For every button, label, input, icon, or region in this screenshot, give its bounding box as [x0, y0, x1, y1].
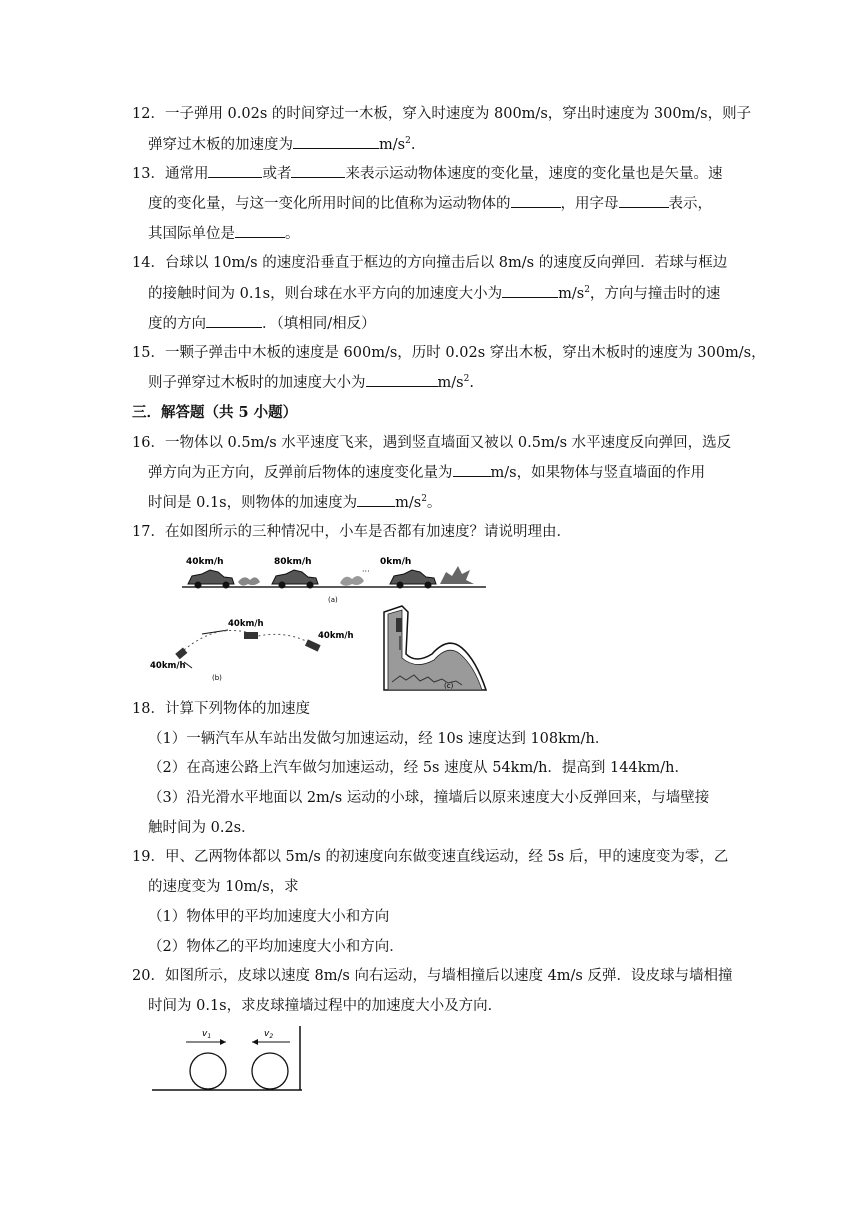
car-icon: [305, 639, 321, 651]
speed-label-b2: 40km/h: [318, 631, 354, 641]
q14-line3: 度的方向 ．（填相同/相反）: [148, 313, 376, 334]
answer-blank[interactable]: [619, 193, 669, 208]
velocity-label-v2: $v_2$: [264, 1029, 274, 1040]
dust-icon: [340, 576, 364, 586]
caption-a: (a): [328, 596, 338, 604]
answer-blank[interactable]: [502, 283, 558, 298]
q19-line3: （1）物体甲的平均加速度大小和方向: [148, 909, 390, 925]
answer-blank[interactable]: [511, 193, 561, 208]
arrow-left-icon: [252, 1039, 258, 1045]
q15-line1: 15．一颗子弹击中木板的速度是 600m/s，历时 0.02s 穿出木板，穿出木板时的速度为 300m/s，: [132, 345, 766, 361]
q17-figure: [140, 550, 490, 696]
ball-after: [252, 1053, 288, 1089]
car-icon: [188, 570, 234, 589]
q18-line4: （3）沿光滑水平地面以 2m/s 运动的小球，撞墙后以原来速度大小反弹回来，与墙壁接: [148, 790, 710, 806]
speed-label-b1: 40km/h: [228, 619, 264, 629]
arrow-right-icon: [220, 1039, 226, 1045]
velocity-label-v1: $v_1$: [202, 1029, 212, 1040]
q13-line1: 13．通常用 或者 来表示运动物体速度的变化量，速度的变化量也是矢量。速: [132, 163, 722, 184]
answer-blank[interactable]: [357, 492, 395, 507]
car-icon: [272, 570, 318, 589]
car-icon: [390, 570, 436, 589]
caption-b: (b): [212, 674, 222, 682]
answer-blank[interactable]: [206, 313, 262, 328]
crash-icon: [440, 566, 474, 584]
q17-line1: 17．在如图所示的三种情况中，小车是否都有加速度？请说明理由．: [132, 524, 571, 540]
q12-line1: 12．一子弹用 0.02s 的时间穿过一木板，穿入时速度为 800m/s，穿出时速度为 300m/s，则子: [132, 106, 752, 122]
speed-label-b3: 40km/h: [150, 661, 186, 671]
speed-label-a3: 0km/h: [380, 557, 412, 567]
q14-line2: 的接触时间为 0.1s，则台球在水平方向的加速度大小为 $m/s^2$，方向与撞击时的速: [148, 285, 721, 302]
answer-blank[interactable]: [366, 372, 438, 387]
answer-blank[interactable]: [291, 163, 345, 178]
q19-line4: （2）物体乙的平均加速度大小和方向．: [148, 939, 404, 955]
q16-line3: 时间是 0.1s，则物体的加速度为 $m/s^2$。: [148, 494, 442, 511]
q19-line1: 19．甲、乙两物体都以 5m/s 的初速度向东做变速直线运动，经 5s 后，甲的速度变为零，乙: [132, 849, 729, 865]
q16-line1: 16．一物体以 0.5m/s 水平速度飞来，遇到竖直墙面又被以 0.5m/s 水平速度反向弹回，选反: [132, 435, 732, 451]
answer-blank[interactable]: [208, 163, 262, 178]
q20-figure: [150, 1024, 306, 1094]
dust-icon: [238, 577, 260, 585]
q16-line2: 弹方向为正方向，反弹前后物体的速度变化量为 m/s，如果物体与竖直墙面的作用: [148, 462, 705, 483]
q12-line2: 弹穿过木板的加速度为 $m/s^2$.: [148, 136, 416, 153]
q13-line3: 其国际单位是 。: [148, 223, 300, 244]
car-icon: [244, 632, 258, 639]
q19-line2: 的速度变为 10m/s，求: [148, 879, 299, 895]
q15-line2: 则子弹穿过木板时的加速度大小为 $m/s^2$.: [148, 374, 474, 391]
q14-line1: 14．台球以 10m/s 的速度沿垂直于框边的方向撞击后以 8m/s 的速度反向弹回．若球与框边: [132, 255, 728, 271]
q18-line2: （1）一辆汽车从车站出发做匀加速运动，经 10s 速度达到 108km/h．: [148, 731, 610, 747]
answer-blank[interactable]: [453, 462, 491, 477]
speed-label-a1: 40km/h: [186, 557, 224, 567]
q18-line1: 18．计算下列物体的加速度: [132, 701, 310, 717]
speed-label-a2: 80km/h: [274, 557, 312, 567]
answer-blank[interactable]: [293, 134, 379, 149]
motion-marks: ···: [362, 567, 370, 576]
roller-coaster-icon: [384, 606, 486, 690]
q20-line2: 时间为 0.1s，求皮球撞墙过程中的加速度大小及方向．: [148, 998, 503, 1014]
q13-line2: 度的变化量，与这一变化所用时间的比值称为运动物体的 ，用字母 表示，: [148, 193, 712, 214]
q20-line1: 20．如图所示，皮球以速度 8m/s 向右运动，与墙相撞后以速度 4m/s 反弹．设皮球与墙相撞: [132, 968, 733, 984]
section-heading: 三．解答题（共 5 小题）: [132, 404, 298, 421]
caption-c: (c): [444, 682, 454, 690]
q18-line5: 触时间为 0.2s．: [148, 820, 256, 836]
ball-before: [190, 1053, 226, 1089]
answer-blank[interactable]: [235, 223, 285, 238]
q18-line3: （2）在高速公路上汽车做匀加速运动，经 5s 速度从 54km/h．提高到 144km/h．: [148, 760, 689, 776]
